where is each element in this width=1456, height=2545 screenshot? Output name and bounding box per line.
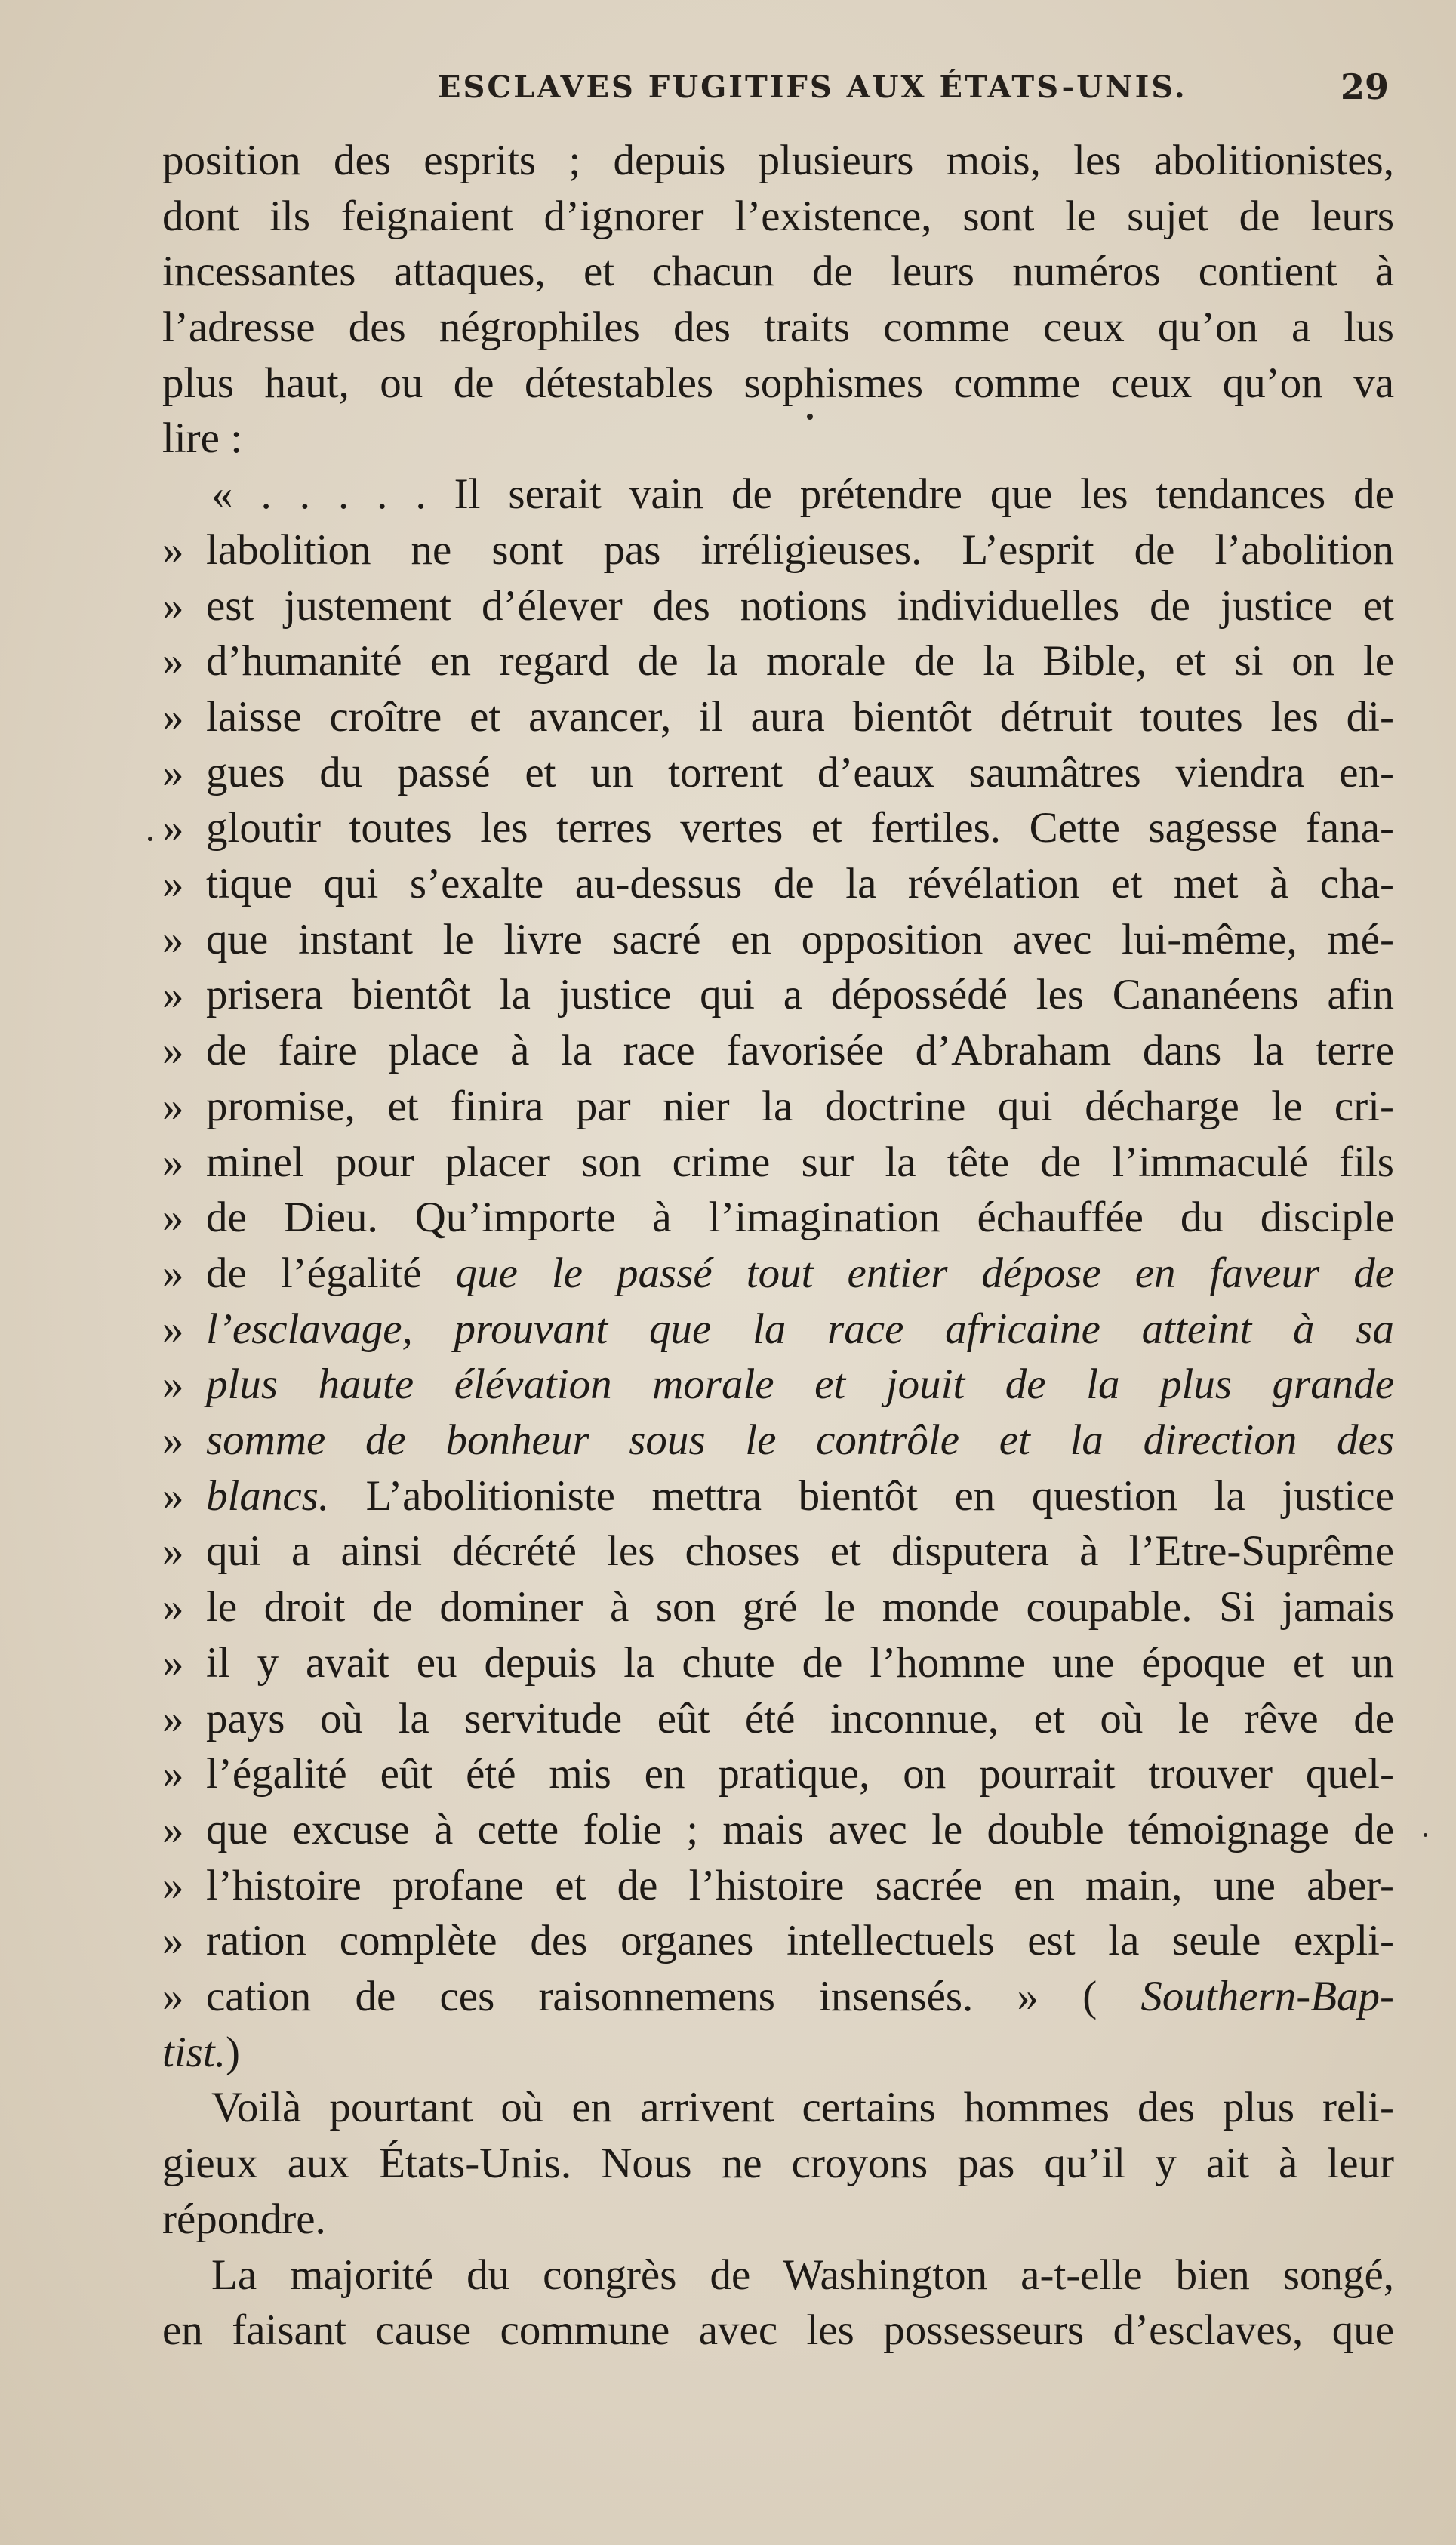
quote-line: » ration complète des organes intellectuels est la seule expli- [162,1913,1394,1969]
source-citation: Southern-Bap- [1140,1973,1394,2021]
page-number: 29 [1340,66,1389,107]
quote-mark: » [162,1082,184,1130]
quote-mark: » [162,581,184,630]
quote-line: » qui a ainsi décrété les choses et disputera à l’Etre-Suprême [162,1524,1394,1579]
quote-line: » promise, et finira par nier la doctrine qui décharge le cri- [162,1079,1394,1135]
quote-line: » cation de ces raisonnemens insensés. » ( Southern-Bap- [162,1969,1394,2025]
source-citation: tist. [162,2028,226,2076]
quote-mark: » [162,637,184,686]
quote-line: » est justement d’élever des notions individuelles de justice et [162,578,1394,634]
quote-line: » de faire place à la race favorisée d’Abraham dans la terre [162,1023,1394,1079]
text-line: incessantes attaques, et chacun de leurs numéros contient à [162,248,1394,296]
quote-mark: » [162,1527,184,1576]
quote-line: » laisse croître et avancer, il aura bientôt détruit toutes les di- [162,689,1394,745]
quote-mark: » [162,1249,184,1297]
quote-open-line: « . . . . . Il serait vain de prétendre que les tendances de [211,470,1394,519]
text-line: position des esprits ; depuis plusieurs mois, les abolitionistes, [162,137,1394,184]
quote-line: » labolition ne sont pas irréligieuses. L’esprit de l’abolition [162,522,1394,578]
quote-line: » que excuse à cette folie ; mais avec le double témoignage de [162,1802,1394,1858]
quote-mark: » [162,1416,184,1465]
quote-line: » que instant le livre sacré en opposition avec lui-même, mé- [162,912,1394,968]
ink-speck [807,414,813,420]
italic-emphasis: plus haute élévation morale et jouit de la plus grande [206,1360,1394,1409]
quote-mark: » [162,804,184,852]
quote-mark: » [162,1471,184,1520]
quote-mark: » [162,1750,184,1798]
quote-mark: » [162,1861,184,1909]
text-line: l’adresse des négrophiles des traits comme ceux qu’on a lus [162,303,1394,352]
quote-mark: » [162,1917,184,1965]
italic-emphasis: l’esclavage, prouvant que la race africaine atteint à sa [206,1305,1394,1353]
quote-mark: » [162,1360,184,1409]
quote-line: » gues du passé et un torrent d’eaux saumâtres viendra en- [162,745,1394,801]
quote-line-italic [162,1302,1394,1357]
quote-line: » pays où la servitude eût été inconnue, et où le rêve de [162,1691,1394,1747]
quote-line: » prisera bientôt la justice qui a dépossédé les Cananéens afin [162,967,1394,1023]
quote-mark: » [162,748,184,796]
quote-line: » l’histoire profane et de l’histoire sacrée en main, une aber- [162,1858,1394,1914]
quote-line: » l’égalité eût été mis en pratique, on pourrait trouver quel- [162,1746,1394,1802]
quote-mark: » [162,971,184,1019]
quote-line: » de Dieu. Qu’importe à l’imagination échauffée du disciple [162,1190,1394,1246]
quote-mark: » [162,1194,184,1242]
text-line: en faisant cause commune avec les possesseurs d’esclaves, que [162,2306,1394,2355]
text-line: Voilà pourtant où en arrivent certains hommes des plus reli- [211,2084,1394,2132]
quote-mark: » [162,1138,184,1186]
body-text [162,133,1394,2359]
italic-emphasis: que le passé tout entier dépose en faveur de [455,1249,1394,1297]
text-line: gieux aux États-Unis. Nous ne croyons pas qu’il y ait à leur [162,2140,1394,2188]
quote-line-italic [162,1357,1394,1413]
text-line: dont ils feignaient d’ignorer l’existence, sont le sujet de leurs [162,192,1394,240]
quote-line: » tique qui s’exalte au-dessus de la révélation et met à cha- [162,856,1394,912]
quote-line: » il y avait eu depuis la chute de l’homme une époque et un [162,1635,1394,1691]
text-line: répondre. [162,2195,326,2243]
quote-mark: » [162,1973,184,2021]
quote-mark: » [162,1027,184,1075]
ink-speck [148,837,152,841]
text-line: La majorité du congrès de Washington a-t-elle bien songé, [211,2251,1394,2299]
quote-line: » blancs. L’abolitioniste mettra bientôt en question la justice [162,1468,1394,1524]
quote-line-italic [162,1413,1394,1468]
quote-line-italic: » de l’égalité que le passé tout entier dépose en faveur de [162,1246,1394,1302]
quote-mark: » [162,692,184,741]
text-line: plus haut, ou de détestables sophismes comme ceux qu’on va [162,359,1394,407]
quote-mark: » [162,1583,184,1631]
quote-line: » gloutir toutes les terres vertes et fertiles. Cette sagesse fana- [162,800,1394,856]
quote-mark: » [162,1805,184,1853]
quote-line: » minel pour placer son crime sur la tête de l’immaculé fils [162,1135,1394,1191]
quote-mark: » [162,525,184,574]
page-header [166,66,1389,122]
quote-line: » le droit de dominer à son gré le monde coupable. Si jamais [162,1579,1394,1635]
italic-emphasis: somme de bonheur sous le contrôle et la direction des [206,1416,1394,1465]
quote-mark: » [162,1638,184,1687]
quote-mark: » [162,1305,184,1353]
quote-mark: » [162,1694,184,1742]
quote-line: » d’humanité en regard de la morale de la Bible, et si on le [162,633,1394,689]
running-title: ESCLAVES FUGITIFS AUX ÉTATS-UNIS. [438,69,1187,105]
text-line: tist.) [162,2028,240,2076]
quote-mark: » [162,860,184,908]
italic-emphasis: blancs. [206,1471,330,1520]
text-line: lire : [162,414,243,463]
quote-mark: » [162,915,184,963]
ink-speck [1424,1833,1427,1837]
